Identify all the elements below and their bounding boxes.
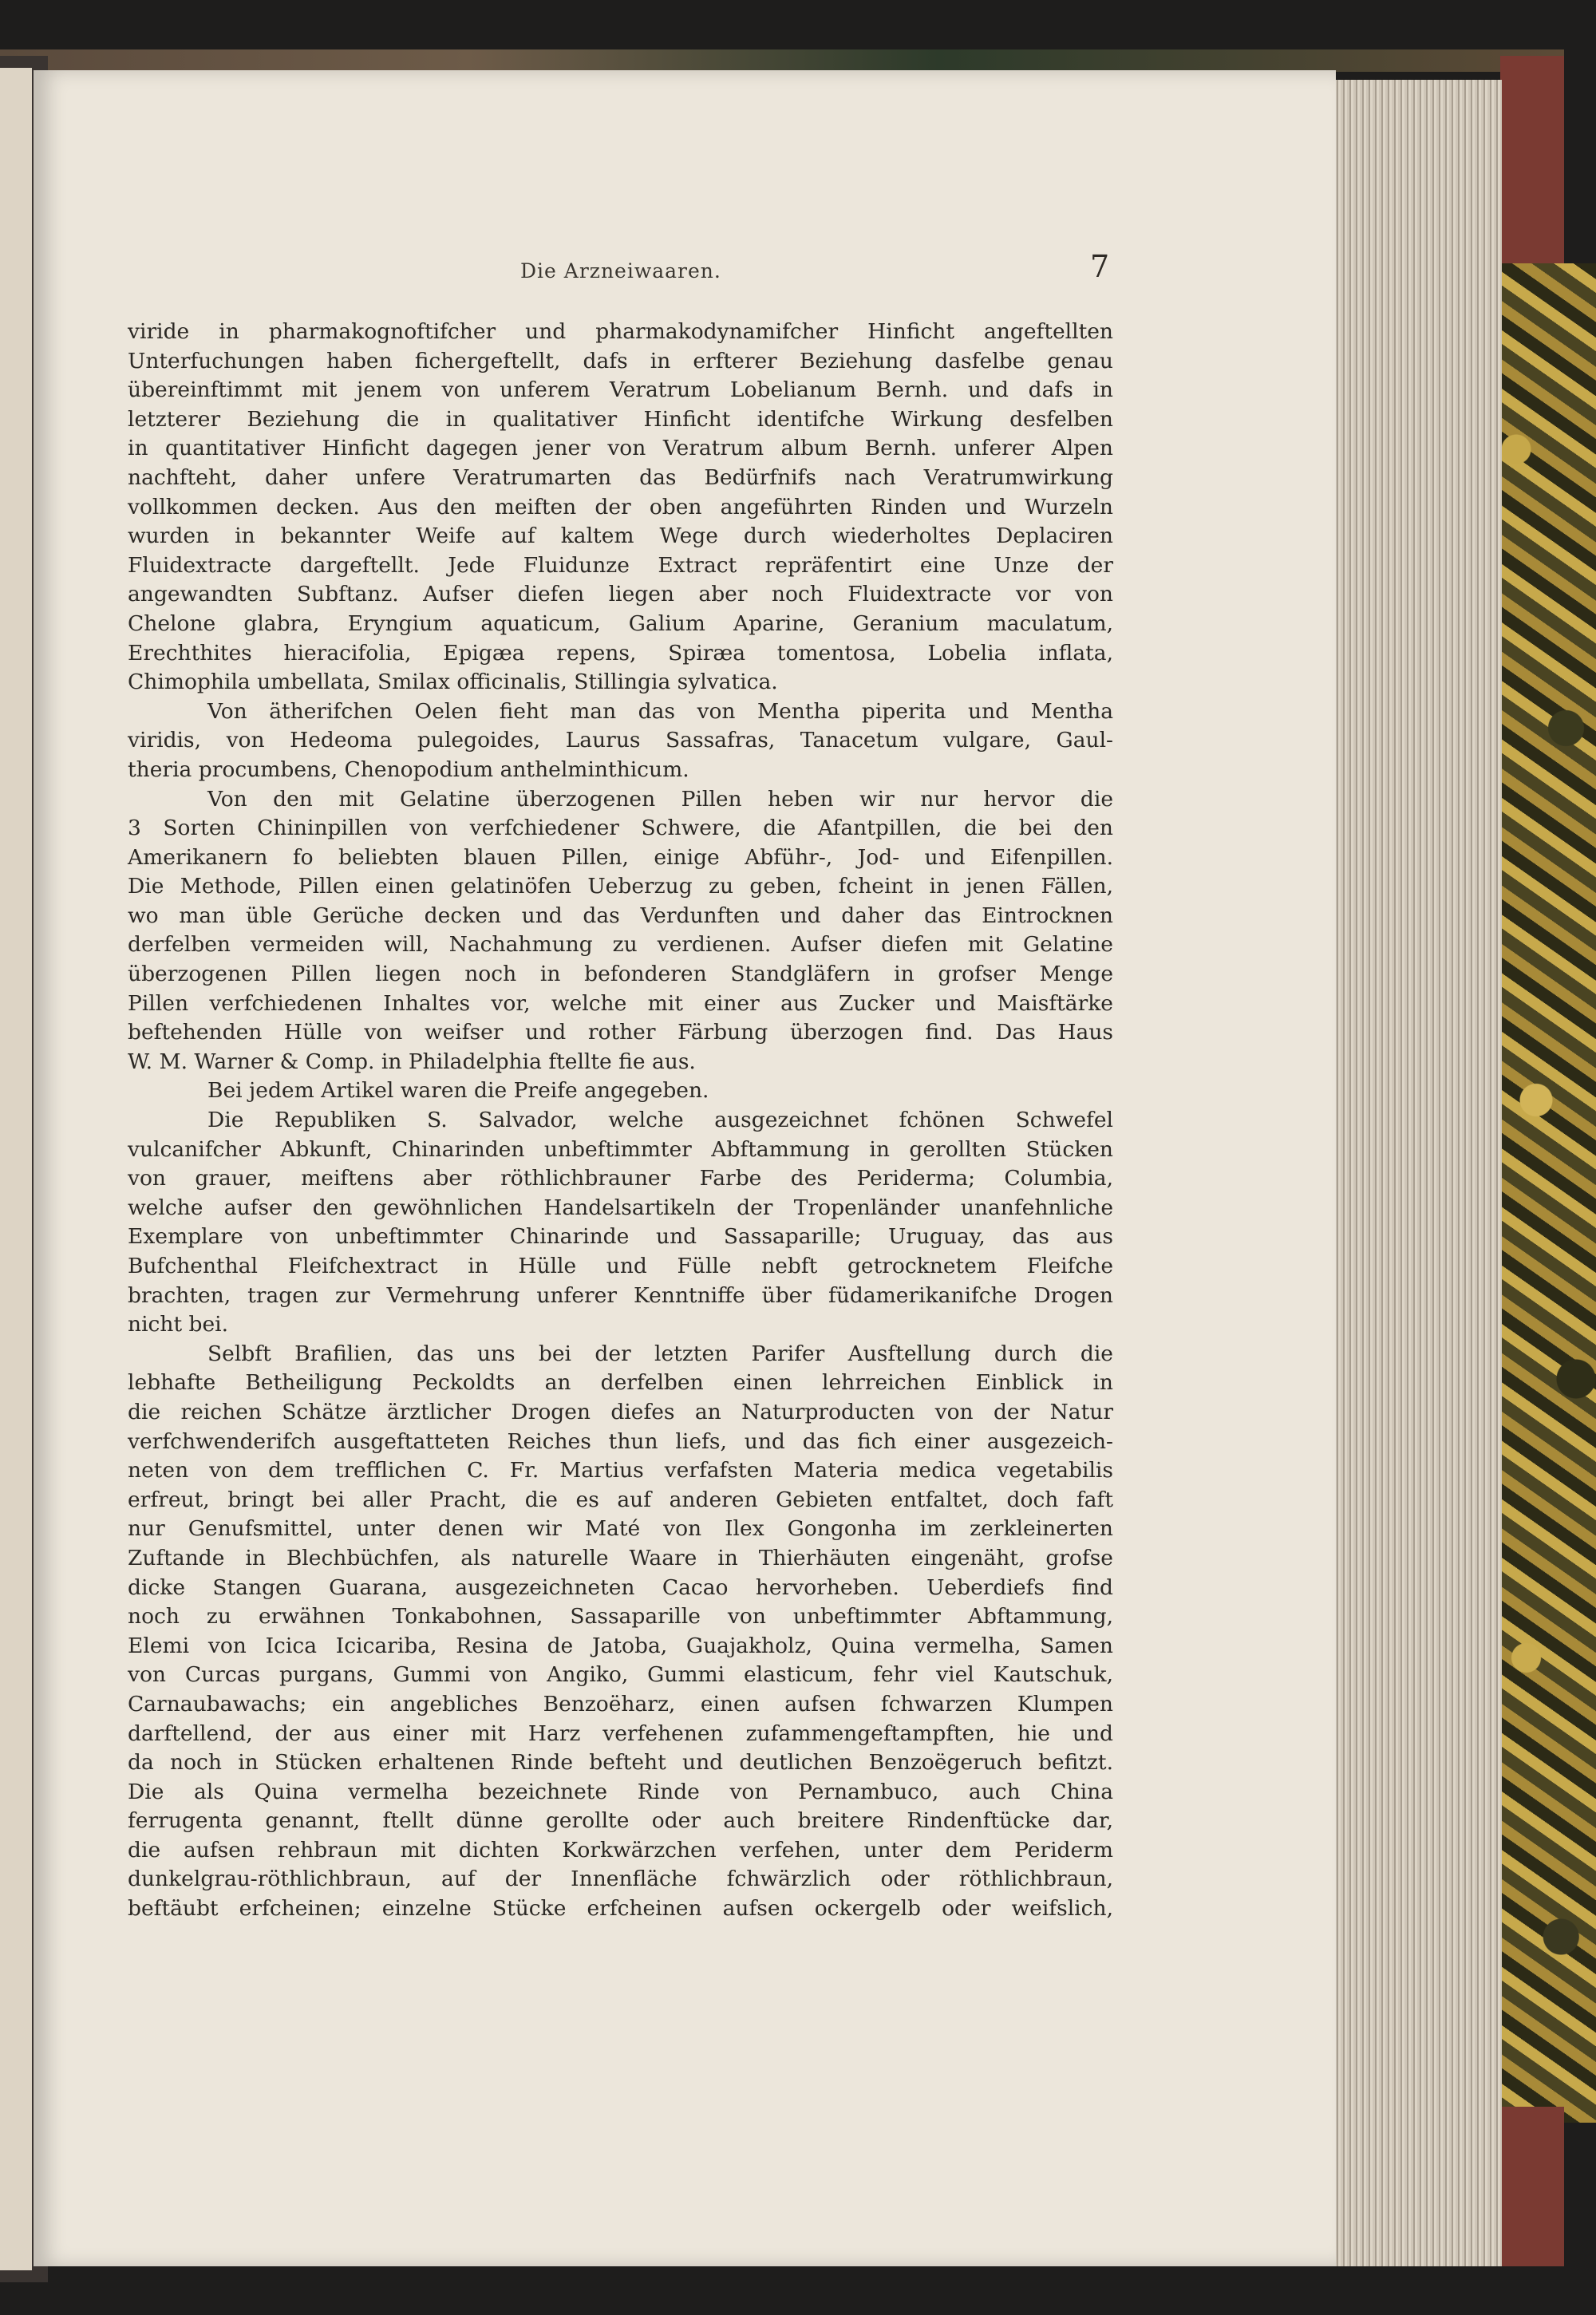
text-line: beftäubt erfcheinen; einzelne Stücke erfcheinen aufsen ockergelb oder weifslich,: [128, 1896, 1113, 1922]
text-line: da noch in Stücken erhaltenen Rinde befteht und deutlichen Benzoëgeruch befitzt.: [128, 1750, 1113, 1776]
text-line: darftellend, der aus einer mit Harz verfehenen zufammengeftampften, hie und: [128, 1720, 1113, 1746]
text-line: nicht bei.: [128, 1312, 229, 1337]
text-line: derfelben vermeiden will, Nachahmung zu verdienen. Aufser diefen mit Gelatine: [128, 932, 1113, 958]
text-line: Die Republiken S. Salvador, welche ausgezeichnet fchönen Schwefel: [207, 1108, 1113, 1133]
page-number: 7: [1090, 249, 1110, 284]
text-line: dicke Stangen Guarana, ausgezeichneten Cacao hervorheben. Ueberdiefs find: [128, 1574, 1113, 1600]
text-line: W. M. Warner & Comp. in Philadelphia ftellte fie aus.: [128, 1049, 696, 1074]
text-line: in quantitativer Hinficht dagegen jener von Veratrum album Bernh. unferer Alpen: [128, 436, 1113, 461]
text-line: neten von dem trefflichen C. Fr. Martius verfafsten Materia medica vegetabilis: [128, 1458, 1113, 1483]
text-line: die aufsen rehbraun mit dichten Korkwärzchen verfehen, unter dem Periderm: [128, 1837, 1113, 1863]
text-line: überzogenen Pillen liegen noch in befonderen Standgläfern in grofser Menge: [128, 962, 1113, 987]
page-stack-edge: [1334, 80, 1502, 2266]
text-line: angewandten Subftanz. Aufser diefen liegen aber noch Fluidextracte vor von: [128, 582, 1113, 607]
text-line: Die Methode, Pillen einen gelatinöfen Ueberzug zu geben, fcheint in jenen Fällen,: [128, 874, 1113, 899]
facing-page-edge: [0, 68, 32, 2270]
text-line: verfchwenderifch ausgeftatteten Reiches thun liefs, und das fich einer ausgezeich-: [128, 1428, 1113, 1454]
text-line: beftehenden Hülle von weifser und rother Färbung überzogen find. Das Haus: [128, 1020, 1113, 1045]
text-line: Zuftande in Blechbüchfen, als naturelle Waare in Thierhäuten eingenäht, grofse: [128, 1545, 1113, 1570]
text-line: nur Genufsmittel, unter denen wir Maté von Ilex Gongonha im zerkleinerten: [128, 1516, 1113, 1542]
text-line: Die als Quina vermelha bezeichnete Rinde von Pernambuco, auch China: [128, 1779, 1113, 1804]
text-line: Elemi von Icica Icicariba, Resina de Jatoba, Guajakholz, Quina vermelha, Samen: [128, 1633, 1113, 1658]
text-line: nachfteht, daher unfere Veratrumarten das Bedürfnifs nach Veratrumwirkung: [128, 464, 1113, 490]
text-line: Von ätherifchen Oelen fieht man das von Mentha piperita und Mentha: [207, 698, 1113, 724]
text-line: dunkelgrau-röthlichbraun, auf der Innenfläche fchwärzlich oder röthlichbraun,: [128, 1867, 1113, 1892]
text-line: von grauer, meiftens aber röthlichbrauner Farbe des Periderma; Columbia,: [128, 1166, 1113, 1191]
text-line: die reichen Schätze ärztlicher Drogen diefes an Naturproducten von der Natur: [128, 1399, 1113, 1424]
text-line: Carnaubawachs; ein angebliches Benzoëharz, einen aufsen fchwarzen Klumpen: [128, 1691, 1113, 1716]
book-cover-top-edge: [0, 49, 1564, 72]
text-line: vollkommen decken. Aus den meiften der oben angeführten Rinden und Wurzeln: [128, 494, 1113, 519]
marbled-endpaper: [1496, 263, 1596, 2123]
text-line: noch zu erwähnen Tonkabohnen, Sassaparille von unbeftimmter Abftammung,: [128, 1604, 1113, 1630]
text-line: Chimophila umbellata, Smilax officinalis, Stillingia sylvatica.: [128, 670, 778, 695]
text-line: Bufchenthal Fleifchextract in Hülle und Fülle nebft getrocknetem Fleifche: [128, 1254, 1113, 1278]
text-line: viride in pharmakognoftifcher und pharmakodynamifcher Hinficht angeftellten: [128, 319, 1113, 344]
text-line: letzterer Beziehung die in qualitativer Hinficht identifche Wirkung desfelben: [128, 406, 1113, 432]
book-cover-corner-top: [1500, 56, 1564, 271]
text-line: brachten, tragen zur Vermehrung unferer Kenntniffe über füdamerikanifche Drogen: [128, 1282, 1113, 1308]
text-line: von Curcas purgans, Gummi von Angiko, Gummi elasticum, fehr viel Kautschuk,: [128, 1662, 1113, 1688]
text-line: vulcanifcher Abkunft, Chinarinden unbeftimmter Abftammung in gerollten Stücken: [128, 1136, 1113, 1162]
text-line: Bei jedem Artikel waren die Preife angegeben.: [207, 1078, 709, 1104]
text-line: Unterfuchungen haben fichergeftellt, dafs in erfterer Beziehung dasfelbe genau: [128, 348, 1113, 373]
text-line: Erechthites hieracifolia, Epigæa repens, Spiræa tomentosa, Lobelia inflata,: [128, 640, 1113, 666]
text-line: theria procumbens, Chenopodium anthelminthicum.: [128, 757, 689, 782]
text-line: welche aufser den gewöhnlichen Handelsartikeln der Tropenländer unanfehnliche: [128, 1195, 1113, 1220]
text-line: Chelone glabra, Eryngium aquaticum, Galium Aparine, Geranium maculatum,: [128, 610, 1113, 636]
text-line: ferrugenta genannt, ftellt dünne gerollte oder auch breitere Rindenftücke dar,: [128, 1808, 1113, 1834]
text-line: viridis, von Hedeoma pulegoides, Laurus Sassafras, Tanacetum vulgare, Gaul-: [128, 728, 1113, 753]
text-line: lebhafte Betheiligung Peckoldts an derfelben einen lehrreichen Einblick in: [128, 1370, 1113, 1396]
text-line: Fluidextracte dargeftellt. Jede Fluidunze Extract repräfentirt eine Unze der: [128, 552, 1113, 578]
text-line: wurden in bekannter Weife auf kaltem Wege durch wiederholtes Deplaciren: [128, 523, 1113, 549]
book-cover-corner-bottom: [1500, 2107, 1564, 2266]
body-text: [128, 318, 1113, 1924]
running-head: Die Arzneiwaaren.: [520, 259, 721, 282]
text-line: 3 Sorten Chininpillen von verfchiedener Schwere, die Afantpillen, die bei den: [128, 816, 1113, 841]
text-line: Von den mit Gelatine überzogenen Pillen heben wir nur hervor die: [207, 786, 1113, 812]
text-line: Amerikanern fo beliebten blauen Pillen, einige Abführ-, Jod- und Eifenpillen.: [128, 844, 1113, 870]
text-line: wo man üble Gerüche decken und das Verdunften und daher das Eintrocknen: [128, 903, 1113, 928]
text-line: Pillen verfchiedenen Inhaltes vor, welche mit einer aus Zucker und Maisftärke: [128, 990, 1113, 1016]
text-line: übereinftimmt mit jenem von unferem Veratrum Lobelianum Bernh. und dafs in: [128, 377, 1113, 403]
text-line: Selbft Brafilien, das uns bei der letzten Parifer Ausftellung durch die: [207, 1341, 1113, 1366]
text-line: Exemplare von unbeftimmter Chinarinde und Sassaparille; Uruguay, das aus: [128, 1224, 1113, 1250]
text-line: erfreut, bringt bei aller Pracht, die es auf anderen Gebieten entfaltet, doch faft: [128, 1487, 1113, 1512]
